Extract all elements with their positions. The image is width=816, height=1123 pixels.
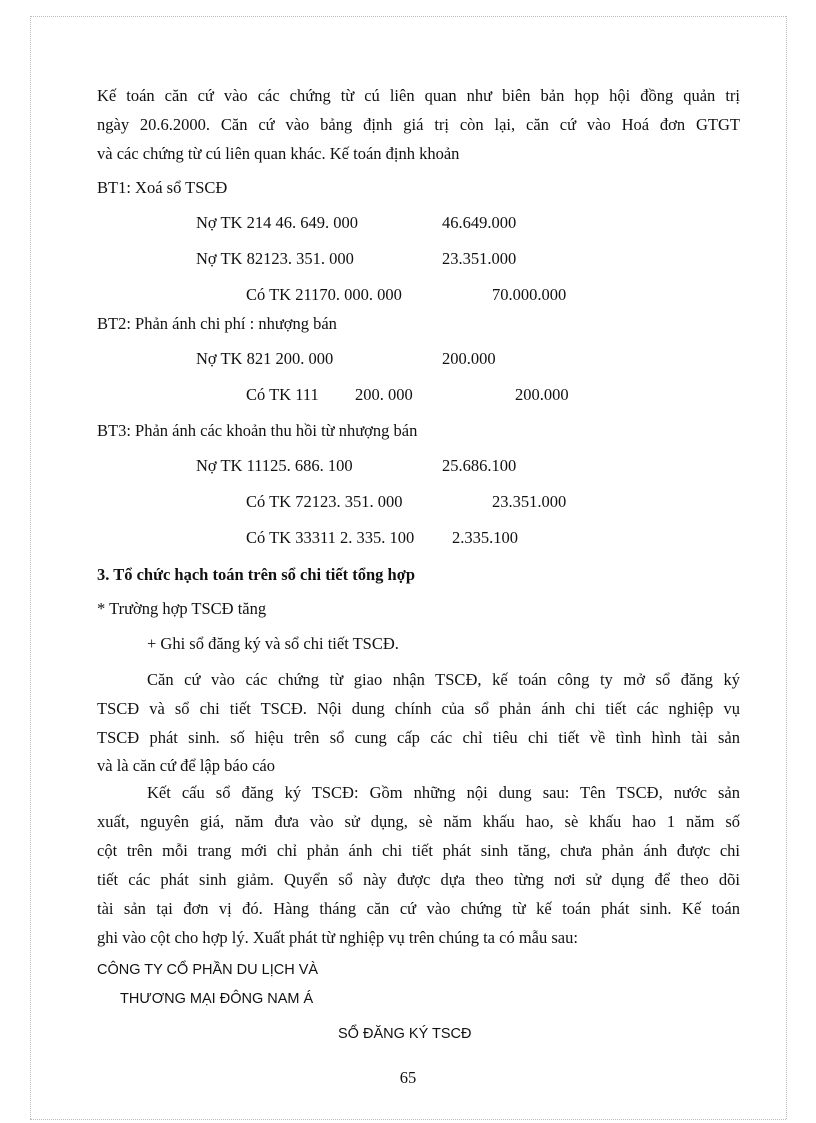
bt1-row-1-label: Nợ TK 214 46. 649. 000: [196, 213, 358, 232]
bt2-row-1-label: Nợ TK 821 200. 000: [196, 349, 334, 368]
para3-line-3: cột trên mỗi trang mới chỉ phản ánh chi tiết phát sinh tăng, chưa phản ánh được chi: [97, 841, 740, 860]
para3-line-5: tài sản tại đơn vị đó. Hàng tháng căn cứ vào chứng từ kế toán phát sinh. Kế toán: [97, 899, 740, 918]
bt3-row-2-label: Có TK 72123. 351. 000: [246, 492, 403, 511]
bt2-row-2-mid: 200. 000: [355, 385, 413, 404]
bt3-row-3-label: Có TK 33311 2. 335. 100: [246, 528, 415, 547]
page-border-right: [786, 16, 787, 1119]
para2-line-3: TSCĐ phát sinh. số hiệu trên sổ cung cấp các chỉ tiêu chi tiết về tình hình tài sản: [97, 728, 740, 747]
section-3-title: 3. Tổ chức hạch toán trên sổ chi tiết tổng hợp: [97, 565, 416, 584]
para3-line-4: tiết các phát sinh giảm. Quyển sổ này được dựa theo từng nơi sử dụng để theo dõi: [97, 870, 740, 889]
bt2-heading: BT2: Phản ánh chi phí : nhượng bán: [97, 314, 337, 333]
bt1-row-2-amount: 23.351.000: [442, 249, 517, 268]
page-border-left: [30, 16, 31, 1119]
register-title: SỔ ĐĂNG KÝ TSCĐ: [338, 1026, 472, 1042]
bt1-heading: BT1: Xoá sổ TSCĐ: [97, 178, 228, 197]
bt3-row-3-amount: 2.335.100: [452, 528, 518, 547]
bt2-row-2-label: Có TK 111: [246, 385, 319, 404]
company-name-line-2: THƯƠNG MẠI ĐÔNG NAM Á: [120, 991, 314, 1007]
bt1-row-3-label: Có TK 21170. 000. 000: [246, 285, 402, 304]
para1-line-3: và các chứng từ cú liên quan khác. Kế toán định khoản: [97, 144, 460, 163]
bt1-row-1-amount: 46.649.000: [442, 213, 517, 232]
para3-line-2: xuất, nguyên giá, năm đưa vào sử dụng, sè năm khấu hao, sè khấu hao 1 năm số: [97, 812, 740, 831]
para2-line-4: và là căn cứ để lập báo cáo: [97, 756, 275, 775]
bt3-row-1-label: Nợ TK 11125. 686. 100: [196, 456, 353, 475]
bt2-row-2-amount: 200.000: [515, 385, 569, 404]
para2-line-2: TSCĐ và sổ chi tiết TSCĐ. Nội dung chính của sổ phản ánh chi tiết các nghiệp vụ: [97, 699, 740, 718]
bt3-row-1-amount: 25.686.100: [442, 456, 517, 475]
para3-line-6: ghi vào cột cho hợp lý. Xuất phát từ nghiệp vụ trên chúng ta có mẫu sau:: [97, 928, 578, 947]
para2-line-1: Căn cứ vào các chứng từ giao nhận TSCĐ, kế toán công ty mở sổ đăng ký: [147, 670, 740, 689]
bullet-register: + Ghi sổ đăng ký và sổ chi tiết TSCĐ.: [147, 634, 399, 653]
company-name-line-1: CÔNG TY CỔ PHẦN DU LỊCH VÀ: [97, 962, 319, 978]
page-number: 65: [399, 1068, 417, 1087]
para1-line-1: Kế toán căn cứ vào các chứng từ cú liên quan như biên bản họp hội đồng quản trị: [97, 86, 740, 105]
para1-line-2: ngày 20.6.2000. Căn cứ vào bảng định giá trị còn lại, căn cứ vào Hoá đơn GTGT: [97, 115, 740, 134]
bt1-row-2-label: Nợ TK 82123. 351. 000: [196, 249, 354, 268]
case-increase: * Trường hợp TSCĐ tăng: [97, 599, 267, 618]
para3-line-1: Kết cấu sổ đăng ký TSCĐ: Gồm những nội dung sau: Tên TSCĐ, nước sản: [147, 783, 740, 802]
page-border-top: [30, 16, 786, 17]
bt2-row-1-amount: 200.000: [442, 349, 496, 368]
bt3-row-2-amount: 23.351.000: [492, 492, 567, 511]
bt3-heading: BT3: Phản ánh các khoản thu hồi từ nhượng bán: [97, 421, 418, 440]
bt1-row-3-amount: 70.000.000: [492, 285, 567, 304]
page-border-bottom: [30, 1119, 786, 1120]
